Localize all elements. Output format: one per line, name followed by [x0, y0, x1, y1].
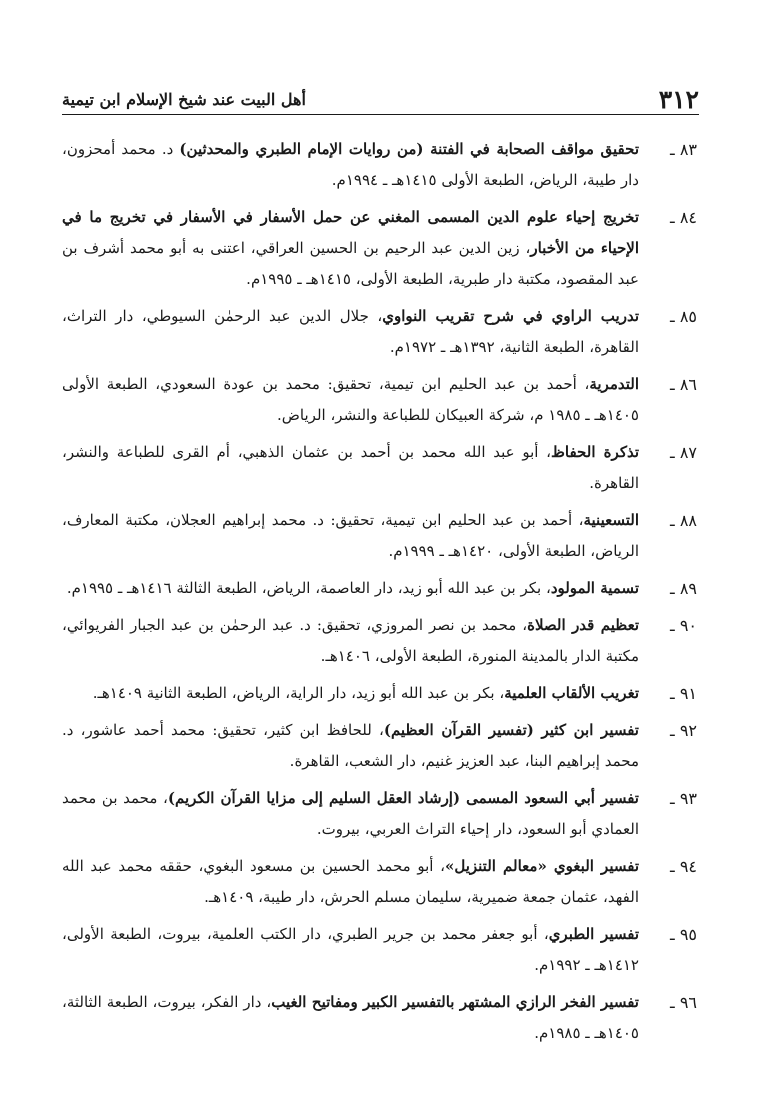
bibliography-entry	[62, 301, 697, 363]
entry-text	[62, 437, 639, 499]
entry-text	[62, 202, 639, 295]
entry-title: تفسير البغوي «معالم التنزيل»	[444, 857, 639, 875]
entry-number: ٩١ ـ	[670, 684, 697, 703]
entry-number: ٨٧ ـ	[670, 443, 697, 462]
entry-number: ٨٦ ـ	[670, 375, 697, 394]
entry-number: ٩٢ ـ	[670, 721, 697, 740]
entry-text	[62, 573, 639, 604]
entry-details: ، أبو جعفر محمد بن جرير الطبري، دار الكتب العلمية، بيروت، الطبعة الأولى، ١٤١٢هـ ـ ١٩٩٢م.	[62, 925, 639, 974]
entry-number: ٩٥ ـ	[670, 925, 697, 944]
page-header	[62, 84, 699, 115]
entry-text	[62, 505, 639, 567]
entry-details: ، أحمد بن عبد الحليم ابن تيمية، تحقيق: د. محمد إبراهيم العجلان، مكتبة المعارف، الرياض، الطبعة الأولى، ١٤٢٠هـ ـ ١٩٩٩م.	[62, 511, 639, 560]
page-number: ٣١٢	[658, 84, 699, 114]
entry-title: التسعينية	[583, 511, 639, 529]
entry-details: ، محمد بن محمد العمادي أبو السعود، دار إحياء التراث العربي، بيروت.	[62, 789, 639, 838]
entry-number: ٩٦ ـ	[670, 993, 697, 1012]
entry-title: تذكرة الحفاظ	[551, 443, 640, 461]
entry-text	[62, 919, 639, 981]
bibliography-entry	[62, 573, 697, 604]
entry-title: تفسير أبي السعود المسمى (إرشاد العقل السليم إلى مزايا القرآن الكريم)	[167, 789, 639, 807]
entry-number: ٨٣ ـ	[670, 140, 697, 159]
bibliography-entry	[62, 610, 697, 672]
entry-details: ، أبو عبد الله محمد بن أحمد بن عثمان الذهبي، أم القرى للطباعة والنشر، القاهرة.	[62, 443, 639, 492]
entry-text	[62, 678, 639, 709]
entry-number: ٩٣ ـ	[670, 789, 697, 808]
bibliography-entry	[62, 437, 697, 499]
entry-title: تفسير الفخر الرازي المشتهر بالتفسير الكبير ومفاتيح الغيب	[271, 993, 639, 1011]
entry-title: تفسير الطبري	[548, 925, 639, 943]
entry-title: تدريب الراوي في شرح تقريب النواوي	[382, 307, 640, 325]
bibliography-entry	[62, 987, 697, 1049]
entry-details: ، بكر بن عبد الله أبو زيد، دار العاصمة، الرياض، الطبعة الثالثة ١٤١٦هـ ـ ١٩٩٥م.	[66, 579, 551, 597]
bibliography-entry	[62, 369, 697, 431]
entry-text	[62, 783, 639, 845]
entry-text	[62, 301, 639, 363]
bibliography-entry	[62, 202, 697, 295]
bibliography-entry	[62, 715, 697, 777]
bibliography-entry	[62, 851, 697, 913]
entry-text	[62, 715, 639, 777]
entry-title: تسمية المولود	[550, 579, 639, 597]
entry-number: ٨٩ ـ	[670, 579, 697, 598]
entry-text	[62, 610, 639, 672]
entry-title: تفسير ابن كثير (تفسير القرآن العظيم)	[383, 721, 639, 739]
entry-number: ٨٤ ـ	[670, 208, 697, 227]
entry-details: ، أحمد بن عبد الحليم ابن تيمية، تحقيق: محمد بن عودة السعودي، الطبعة الأولى ١٤٠٥هـ ـ ١٩٨٥ م، شركة العبيكان للطباعة والنشر، الرياض.	[62, 375, 639, 424]
entry-details: ، جلال الدين عبد الرحمٰن السيوطي، دار التراث، القاهرة، الطبعة الثانية، ١٣٩٢هـ ـ ١٩٧٢م.	[62, 307, 639, 356]
entry-title: تغريب الألقاب العلمية	[504, 684, 639, 702]
entry-details: ، بكر بن عبد الله أبو زيد، دار الراية، الرياض، الطبعة الثانية ١٤٠٩هـ.	[92, 684, 505, 702]
entry-text	[62, 851, 639, 913]
entry-title: تخريج إحياء علوم الدين المسمى المغني عن حمل الأسفار في الأسفار في تخريج ما في الإحياء من الأخبار	[62, 208, 639, 257]
bibliography-entry	[62, 505, 697, 567]
entry-details: ، أبو محمد الحسين بن مسعود البغوي، حققه محمد عبد الله الفهد، عثمان جمعة ضميرية، سليمان مسلم الحرش، دار طيبة، ١٤٠٩هـ.	[62, 857, 639, 906]
entry-details: ، زين الدين عبد الرحيم بن الحسين العراقي، اعتنى به أبو محمد أشرف بن عبد المقصود، مكتبة دار طبرية، الطبعة الأولى، ١٤١٥هـ ـ ١٩٩٥م.	[62, 239, 639, 288]
entry-details: ، محمد بن نصر المروزي، تحقيق: د. عبد الرحمٰن بن عبد الجبار الفريوائي، مكتبة الدار بالمدينة المنورة، الطبعة الأولى، ١٤٠٦هـ.	[62, 616, 639, 665]
entry-text	[62, 987, 639, 1049]
entry-text	[62, 134, 639, 196]
bibliography-entry	[62, 783, 697, 845]
entry-details: د. محمد أمحزون، دار طيبة، الرياض، الطبعة الأولى ١٤١٥هـ ـ ١٩٩٤م.	[62, 140, 639, 189]
entry-title: تحقيق مواقف الصحابة في الفتنة (من روايات الإمام الطبري والمحدثين)	[179, 140, 639, 158]
entry-number: ٨٨ ـ	[670, 511, 697, 530]
entry-title: تعظيم قدر الصلاة	[527, 616, 639, 634]
entry-number: ٨٥ ـ	[670, 307, 697, 326]
running-title: أهل البيت عند شيخ الإسلام ابن تيمية	[62, 89, 306, 109]
entry-details: ، للحافظ ابن كثير، تحقيق: محمد أحمد عاشور، د. محمد إبراهيم البنا، عبد العزيز غنيم، دار الشعب، القاهرة.	[62, 721, 639, 770]
entry-number: ٩٠ ـ	[670, 616, 697, 635]
bibliography-entry	[62, 919, 697, 981]
bibliography-entry	[62, 134, 697, 196]
bibliography-entry	[62, 678, 697, 709]
entry-title: التدمرية	[589, 375, 639, 393]
entry-number: ٩٤ ـ	[670, 857, 697, 876]
bibliography-list	[62, 134, 697, 1055]
entry-details: ، دار الفكر، بيروت، الطبعة الثالثة، ١٤٠٥هـ ـ ١٩٨٥م.	[62, 993, 639, 1042]
entry-text	[62, 369, 639, 431]
